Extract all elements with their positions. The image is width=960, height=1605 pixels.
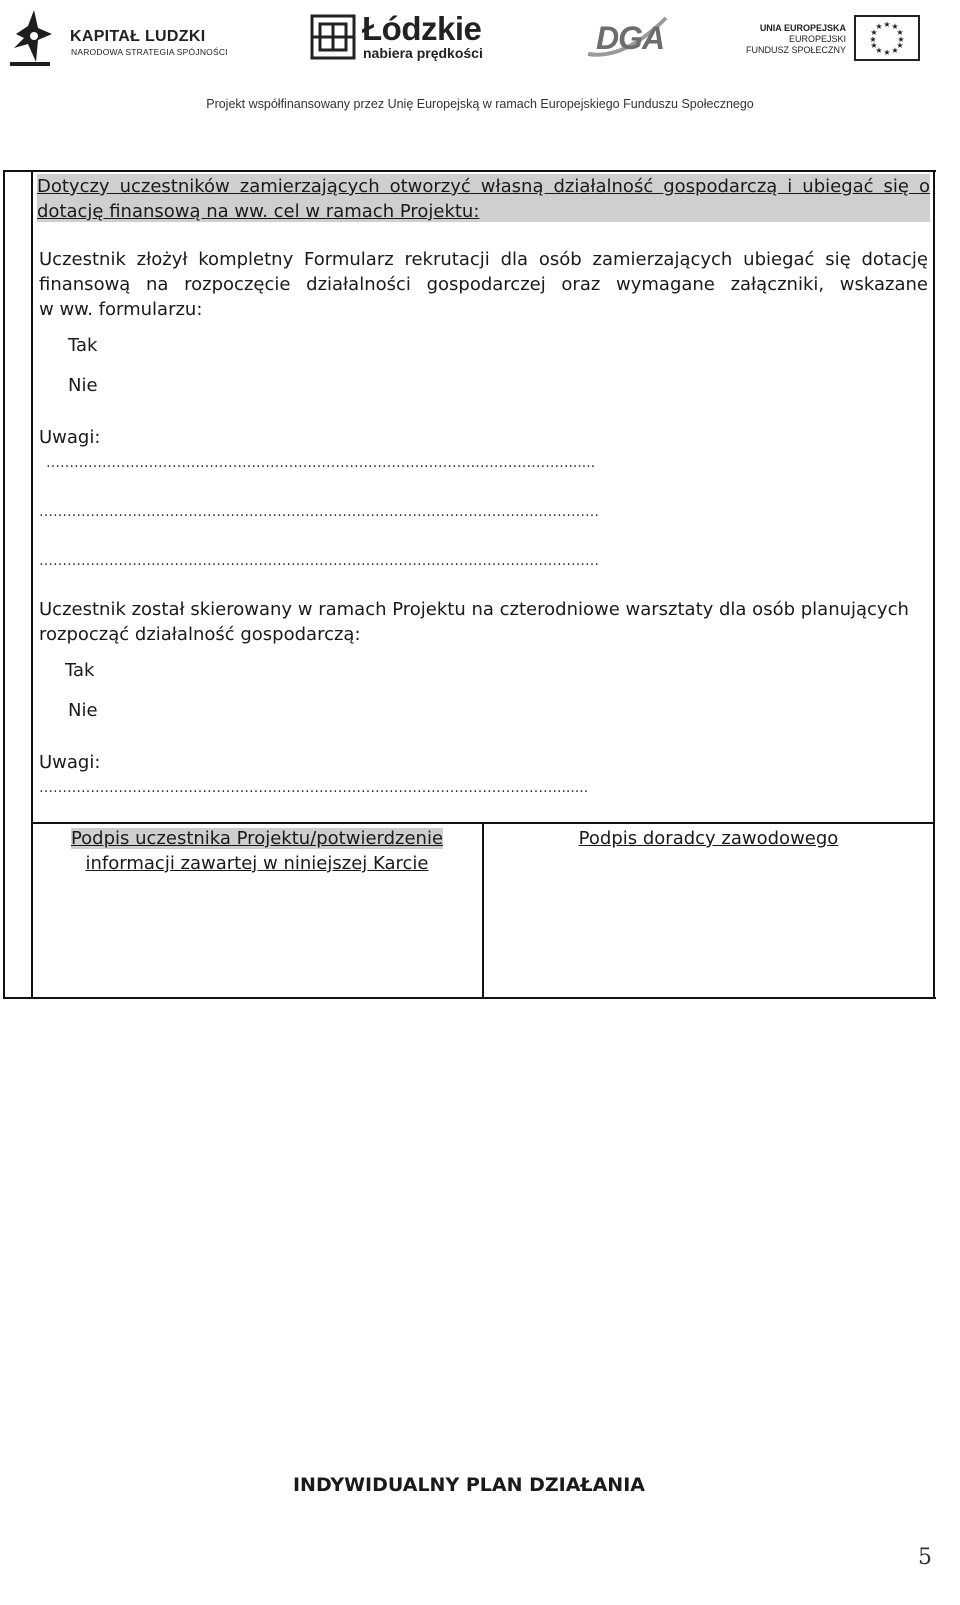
question-2-option-yes[interactable]: Tak <box>65 660 95 681</box>
section-heading <box>37 174 930 222</box>
question-2-option-no[interactable]: Nie <box>68 700 98 721</box>
question-1-remarks-dots-3[interactable]: ………………………………………………………………………………………………………… <box>39 553 599 569</box>
table-right-border <box>933 170 935 999</box>
svg-text:★: ★ <box>883 20 891 29</box>
question-1-option-yes[interactable]: Tak <box>68 335 98 356</box>
svg-text:★: ★ <box>891 22 899 31</box>
table-top-border <box>3 170 936 172</box>
page-number: 5 <box>918 1545 932 1570</box>
question-1-text <box>39 247 928 322</box>
svg-text:★: ★ <box>869 35 877 44</box>
eu-flag-icon <box>854 15 920 61</box>
advisor-signature-label: Podpis doradcy zawodowego <box>578 828 839 849</box>
ue-line-2: EUROPEJSKI <box>788 34 846 44</box>
table-inner-left-border <box>31 170 33 999</box>
svg-text:★: ★ <box>896 41 904 50</box>
project-cofinanced-line: Projekt współfinansowany przez Unię Europejską w ramach Europejskiego Funduszu Społecznego <box>206 97 754 111</box>
lodzkie-subtitle: nabiera prędkości <box>363 45 483 61</box>
ue-line-3: FUNDUSZ SPOŁECZNY <box>745 45 846 55</box>
question-2-remarks-dots-1[interactable]: …………………………………………………………………………………………………....... <box>39 780 589 796</box>
question-2-text <box>39 597 928 647</box>
participant-signature-line-1: Podpis uczestnika Projektu/potwierdzenie <box>70 828 444 849</box>
question-2-line-1: Uczestnik został skierowany w ramach Projektu na czterodniowe warsztaty dla osób planujących <box>39 599 909 620</box>
document-footer-title: INDYWIDUALNY PLAN DZIAŁANIA <box>292 1474 645 1496</box>
lodzkie-title: Łódzkie <box>362 10 482 47</box>
section-heading-line-2: dotację finansową na ww. cel w ramach Projektu: <box>37 201 480 222</box>
table-left-border <box>3 170 5 999</box>
svg-text:★: ★ <box>897 35 905 44</box>
participant-signature-field[interactable] <box>34 880 480 995</box>
question-1-option-no[interactable]: Nie <box>68 375 98 396</box>
ue-line-1: UNIA EUROPEJSKA <box>759 23 846 33</box>
question-1-remarks-label: Uwagi: <box>39 427 101 448</box>
table-bottom-border <box>3 997 936 999</box>
participant-signature-label <box>34 826 480 876</box>
section-heading-line-1: Dotyczy uczestników zamierzających otworzyć własną działalność gospodarczą i ubiegać się o <box>37 176 930 197</box>
question-1-line-1: Uczestnik złożył kompletny Formularz rekrutacji dla osób zamierzających ubiegać się dotację <box>39 249 928 270</box>
svg-text:★: ★ <box>875 46 883 55</box>
svg-text:★: ★ <box>896 28 904 37</box>
svg-text:★: ★ <box>883 48 891 57</box>
question-1-remarks-dots-2[interactable]: ………………………………………………………………………………………………………… <box>39 504 599 520</box>
question-1-line-3: w ww. formularzu: <box>39 299 203 320</box>
question-2-remarks-label: Uwagi: <box>39 752 101 773</box>
ue-text-block <box>740 23 846 56</box>
svg-text:★: ★ <box>870 41 878 50</box>
lodzkie-logo <box>310 14 356 60</box>
svg-text:★: ★ <box>891 46 899 55</box>
svg-text:★: ★ <box>870 28 878 37</box>
participant-signature-line-2: informacji zawartej w niniejszej Karcie <box>85 853 429 874</box>
svg-text:★: ★ <box>875 22 883 31</box>
dga-wordmark: DGA <box>596 20 665 56</box>
lodzkie-emblem-icon <box>310 14 356 60</box>
kapital-ludzki-title: KAPITAŁ LUDZKI <box>70 28 206 45</box>
question-1-line-2: finansową na rozpoczęcie działalności gospodarczej oraz wymagane załączniki, wskazane <box>39 274 928 295</box>
advisor-signature-field[interactable] <box>486 855 932 995</box>
kapital-ludzki-subtitle: NARODOWA STRATEGIA SPÓJNOŚCI <box>71 47 228 57</box>
kapital-ludzki-star-icon <box>8 4 58 72</box>
question-1-remarks-dots-1[interactable]: ……………………………………………………………………………….…………………...... <box>46 455 596 471</box>
question-2-line-2: rozpocząć działalność gospodarczą: <box>39 624 361 645</box>
